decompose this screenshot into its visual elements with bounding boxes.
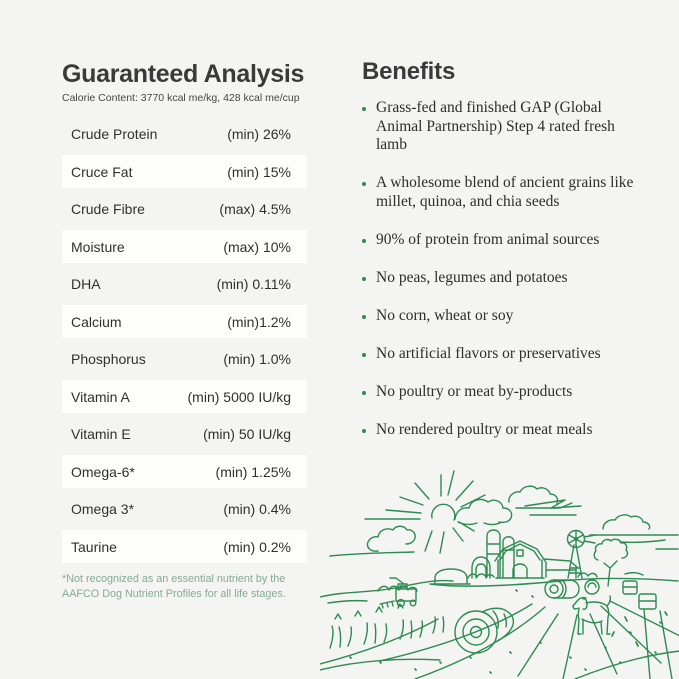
farm-illustration	[320, 456, 679, 679]
bullet-dot-icon	[362, 353, 366, 357]
windmill-icon	[568, 531, 596, 579]
nutrient-row	[62, 455, 307, 488]
nutrient-value: (max) 4.5%	[219, 201, 291, 218]
nutrient-value: (min) 0.4%	[223, 501, 291, 518]
nutrient-label: Omega 3*	[71, 501, 135, 518]
dog-icon	[573, 596, 610, 634]
benefit-item	[362, 231, 634, 250]
bullet-dot-icon	[362, 315, 366, 319]
benefits-panel	[362, 58, 634, 459]
guaranteed-analysis-panel	[62, 60, 307, 601]
nutrient-row	[62, 230, 307, 263]
nutrient-value: (min)1.2%	[227, 313, 291, 330]
nutrient-label: DHA	[71, 276, 101, 293]
benefit-item	[362, 345, 634, 364]
nutrient-label: Taurine	[71, 538, 117, 555]
bullet-dot-icon	[362, 107, 366, 111]
benefit-text: Grass-fed and finished GAP (Global Animal Partnership) Step 4 rated fresh lamb	[376, 98, 615, 154]
benefit-item	[362, 307, 634, 326]
bullet-dot-icon	[362, 429, 366, 433]
hay-bales	[455, 580, 656, 653]
benefit-text: A wholesome blend of ancient grains like millet, quinoa, and chia seeds	[376, 174, 634, 211]
nutrient-value: (min) 26%	[227, 126, 291, 143]
benefit-item	[362, 383, 634, 402]
nutrient-label: Vitamin E	[71, 426, 131, 443]
benefit-text: No corn, wheat or soy	[376, 306, 514, 324]
nutrient-row	[62, 193, 307, 226]
barn	[495, 541, 577, 578]
bullet-dot-icon	[362, 277, 366, 281]
nutrient-row	[62, 493, 307, 526]
aafco-footnote: *Not recognized as an essential nutrient by the AAFCO Dog Nutrient Profiles for all life stages.	[62, 573, 286, 600]
nutrient-value: (min) 0.11%	[216, 276, 291, 293]
nutrient-table	[62, 118, 307, 564]
nutrient-label: Omega-6*	[71, 463, 135, 480]
nutrient-row	[62, 305, 307, 338]
nutrient-row	[62, 418, 307, 451]
nutrient-row	[62, 530, 307, 563]
nutrient-row	[62, 155, 307, 188]
benefits-title: Benefits	[362, 58, 456, 85]
nutrient-value: (min) 5000 IU/kg	[187, 388, 291, 405]
benefit-text: No rendered poultry or meat meals	[376, 420, 593, 438]
calorie-content-subtitle: Calorie Content: 3770 kcal me/kg, 428 kcal me/cup	[62, 91, 300, 104]
sun-icon	[365, 471, 485, 553]
benefit-item	[362, 421, 634, 440]
bullet-dot-icon	[362, 182, 366, 186]
nutrient-value: (min) 50 IU/kg	[203, 426, 291, 443]
benefit-text: No poultry or meat by-products	[376, 382, 573, 400]
benefit-item	[362, 269, 634, 288]
benefits-list	[362, 99, 634, 440]
guaranteed-analysis-title: Guaranteed Analysis	[62, 60, 305, 88]
nutrient-row	[62, 380, 307, 413]
nutrient-value: (min) 1.25%	[215, 463, 291, 480]
nutrient-label: Vitamin A	[71, 388, 130, 405]
nutrient-row	[62, 118, 307, 151]
nutrient-label: Phosphorus	[71, 351, 146, 368]
nutrient-label: Crude Protein	[71, 126, 158, 143]
bullet-dot-icon	[362, 239, 366, 243]
benefit-text: 90% of protein from animal sources	[376, 231, 600, 249]
nutrient-value: (max) 10%	[223, 238, 291, 255]
harvester-icon	[380, 578, 416, 608]
nutrient-row	[62, 268, 307, 301]
nutrient-label: Cruce Fat	[71, 163, 133, 180]
benefit-text: No peas, legumes and potatoes	[376, 269, 568, 287]
nutrient-label: Calcium	[71, 313, 122, 330]
nutrient-row	[62, 343, 307, 376]
bullet-dot-icon	[362, 391, 366, 395]
nutrient-value: (min) 0.2%	[223, 538, 291, 555]
crops	[330, 604, 444, 648]
nutrient-label: Crude Fibre	[71, 201, 145, 218]
nutrient-value: (min) 1.0%	[223, 351, 291, 368]
benefit-item	[362, 99, 634, 156]
benefit-text: No artificial flavors or preservatives	[376, 344, 601, 362]
nutrient-value: (min) 15%	[227, 163, 291, 180]
nutrient-label: Moisture	[71, 238, 125, 255]
benefit-item	[362, 174, 634, 212]
